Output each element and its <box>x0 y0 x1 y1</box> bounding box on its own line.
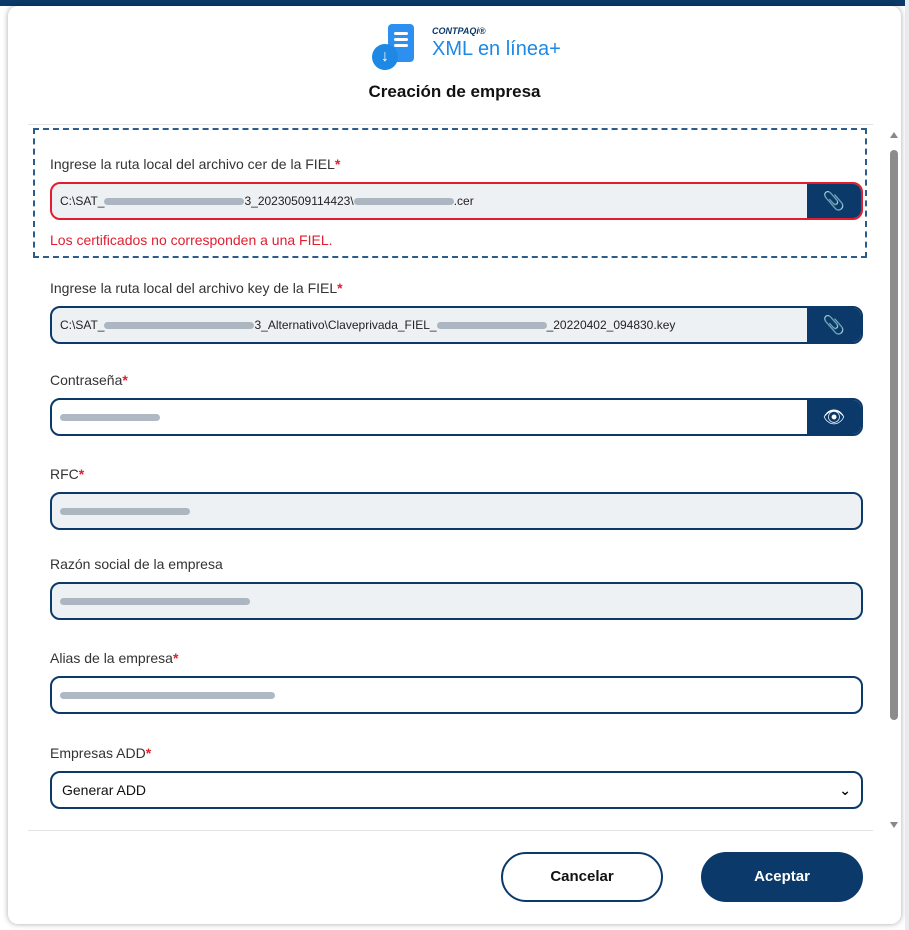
scroll-up-arrow-icon[interactable] <box>890 132 898 138</box>
create-company-dialog <box>8 6 901 924</box>
download-arrow-icon: ↓ <box>372 44 398 70</box>
key-browse-button[interactable] <box>807 308 861 342</box>
scroll-down-arrow-icon[interactable] <box>890 822 898 828</box>
eye-icon: 👁 <box>822 407 846 427</box>
dialog-title: Creación de empresa <box>368 82 541 101</box>
redacted-text <box>60 508 190 515</box>
dialog-header <box>8 6 901 124</box>
paperclip-icon: 📎 <box>822 191 846 211</box>
footer-divider <box>28 830 873 831</box>
backdrop-right <box>905 0 909 930</box>
redacted-text <box>60 598 250 605</box>
add-label: Empresas ADD* <box>50 745 152 761</box>
accept-button[interactable]: Aceptar <box>701 852 863 902</box>
razon-field[interactable] <box>50 582 863 620</box>
alias-label: Alias de la empresa* <box>50 650 179 666</box>
redacted-text <box>354 198 454 205</box>
redacted-text <box>437 322 547 329</box>
brand-product: XML en línea+ <box>432 38 561 60</box>
required-mark: * <box>334 156 341 172</box>
logo <box>362 22 572 74</box>
required-mark: * <box>145 745 152 761</box>
rfc-value <box>60 494 190 528</box>
redacted-text <box>60 692 275 699</box>
razon-value <box>60 584 250 618</box>
required-mark: * <box>172 650 179 666</box>
password-label: Contraseña* <box>50 372 128 388</box>
toggle-password-button[interactable] <box>807 400 861 434</box>
chevron-down-icon: ⌄ <box>839 782 851 798</box>
cer-path-value: C:\SAT_ 3_20230509114423\ .cer <box>60 194 474 208</box>
brand-company: CONTPAQi® <box>432 26 486 36</box>
redacted-text <box>104 198 244 205</box>
cer-path-field[interactable] <box>50 182 863 220</box>
key-path-field[interactable] <box>50 306 863 344</box>
rfc-label: RFC* <box>50 466 85 482</box>
add-select[interactable] <box>50 771 863 809</box>
header-divider <box>28 124 873 125</box>
cer-browse-button[interactable] <box>807 184 861 218</box>
add-selected-value: Generar ADD <box>62 782 147 798</box>
scrollbar-thumb[interactable] <box>890 150 898 720</box>
password-field[interactable] <box>50 398 863 436</box>
required-mark: * <box>78 466 85 482</box>
scrollbar[interactable] <box>888 130 900 830</box>
key-path-value: C:\SAT_ 3_Alternativo\Claveprivada_FIEL_ _20220402_094830.key <box>60 318 676 332</box>
key-label: Ingrese la ruta local del archivo key de la FIEL* <box>50 280 343 296</box>
rfc-field[interactable] <box>50 492 863 530</box>
razon-label: Razón social de la empresa <box>50 556 223 572</box>
alias-field[interactable] <box>50 676 863 714</box>
cer-label: Ingrese la ruta local del archivo cer de la FIEL* <box>50 156 341 172</box>
password-value <box>60 400 160 434</box>
alias-value <box>60 678 275 712</box>
required-mark: * <box>122 372 128 388</box>
cer-error-message: Los certificados no corresponden a una FIEL. <box>50 232 333 248</box>
paperclip-icon: 📎 <box>822 315 846 335</box>
required-mark: * <box>337 280 343 296</box>
redacted-text <box>104 322 254 329</box>
cancel-button[interactable]: Cancelar <box>501 852 663 902</box>
redacted-text <box>60 414 160 421</box>
